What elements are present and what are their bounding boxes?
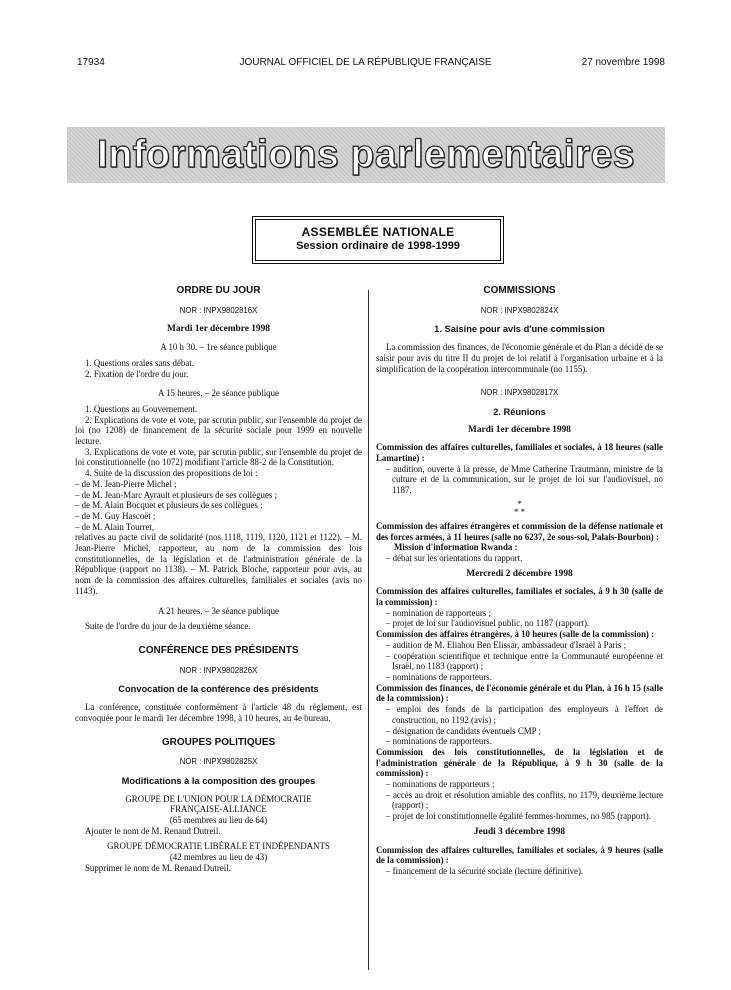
seance-2-heading: A 15 heures. – 2e séance publique — [157, 388, 279, 399]
agenda-item: – coopération scientifique et technique entre la Communauté européenne et Israël, no 1183 (rapport) ; — [386, 650, 663, 672]
group-name: GROUPE DÉMOCRATIE LIBÉRALE ET INDÉPENDANTS — [107, 841, 330, 852]
proposition-author: – de M. Alain Bocquet et plusieurs de ses collègues ; — [75, 500, 263, 511]
assembly-name: ASSEMBLÉE NATIONALE — [301, 225, 455, 239]
agenda-item: – débat sur les orientations du rapport. — [386, 552, 523, 563]
agenda-item: – nominations de rapporteurs ; — [386, 779, 495, 790]
assembly-session: Session ordinaire de 1998-1999 — [296, 240, 460, 252]
ordre-nor: NOR : INPX9802816X — [179, 305, 258, 315]
reunions-nor: NOR : INPX9802817X — [480, 388, 559, 398]
commissions-title: COMMISSIONS — [483, 285, 556, 296]
saisine-subtitle: 1. Saisine pour avis d'une commission — [434, 324, 605, 335]
agenda-item: – projet de loi constitutionnelle égalité femmes-hommes, no 985 (rapport). — [386, 811, 651, 822]
reunion-date: Mercredi 2 décembre 1998 — [466, 568, 573, 579]
agenda-item: – désignation de candidats éventuels CMP ; — [386, 725, 541, 736]
conference-title: CONFÉRENCE DES PRÉSIDENTS — [138, 644, 299, 656]
commission-heading: Commission des affaires culturelles, familiales et sociales, à 9 h 30 (salle de la commission) : — [376, 586, 663, 608]
group-count: (42 membres au lieu de 43) — [169, 852, 268, 863]
banner-title: Informations parlementaires — [97, 133, 635, 176]
group-action: Supprimer le nom de M. Renaud Dutreil. — [85, 862, 231, 873]
seance-3-text: Suite de l'ordre du jour de la deuxième séance. — [85, 621, 251, 632]
conference-nor: NOR : INPX9802826X — [179, 665, 258, 675]
proposition-author: – de M. Guy Hascoët ; — [75, 510, 156, 521]
seance-1-heading: A 10 h 30. – 1re séance publique — [160, 342, 277, 353]
groupes-subtitle: Modifications à la composition des groupes — [121, 775, 316, 786]
agenda-item: – emploi des fonds de la participation des employeurs à l'effort de construction, no 1192 (avis) ; — [386, 704, 663, 725]
mission-heading: Mission d'information Rwanda : — [394, 542, 518, 553]
groupes-title: GROUPES POLITIQUES — [161, 736, 276, 748]
reunions-subtitle: 2. Réunions — [493, 406, 546, 417]
right-column — [376, 286, 663, 877]
agenda-item: – nominations de rapporteurs. — [386, 736, 492, 747]
conference-text: La conférence, constituée conformément à l'article 48 du règlement, est convoquée pour le mardi 1er décembre 1998, à 10 heures, au 4e bureau. — [75, 702, 362, 723]
saisine-text: La commission des finances, de l'économie générale et du Plan a décidé de se saisir pour avis du titre II du projet de loi relatif à l'organisation urbaine et à la simplification de la coopération intercommunale (no 1155). — [376, 342, 663, 374]
agenda-item: – audition de M. Eliahou Ben Elissar, ambassadeur d'Israël à Paris ; — [386, 639, 627, 650]
reunion-date: Jeudi 3 décembre 1998 — [473, 826, 566, 837]
proposition-author: – de M. Jean-Pierre Michel ; — [75, 478, 177, 489]
commission-heading: Commission des lois constitutionnelles, de la législation et de l'administration générale de la République, à 9 h 30 (salle de la commission) : — [376, 746, 663, 779]
seance-1-item: 2. Fixation de l'ordre du jour. — [85, 368, 189, 379]
commission-heading: Commission des affaires étrangères et commission de la défense nationale et des forces armées, à 11 heures (salle no 6237, 2e sous-sol, Palais-Bourbon) : — [376, 520, 663, 542]
seance-2-item: 1. Questions au Gouvernement. — [85, 403, 198, 414]
proposition-author: – de M. Alain Tourret, — [75, 521, 155, 532]
journal-title: JOURNAL OFFICIEL DE LA RÉPUBLIQUE FRANÇAISE — [239, 57, 492, 68]
group-name: FRANÇAISE-ALLIANCE — [170, 804, 267, 815]
agenda-item: – financement de la sécurité sociale (lecture définitive). — [386, 865, 584, 876]
page-number: 17934 — [77, 57, 105, 68]
commission-heading: Commission des affaires culturelles, familiales et sociales, à 18 heures (salle Lamartine) : — [376, 442, 663, 464]
agenda-item: – nomination de rapporteurs ; — [386, 607, 491, 618]
seance-2-item: 3. Explications de vote et vote, par scrutin public, sur l'ensemble du projet de loi constitutionnelle (no 1072) modifiant l'article 88-2 de la Constitution. — [75, 446, 362, 468]
assembly-box — [255, 219, 501, 261]
proposition-author: – de M. Jean-Marc Ayrault et plusieurs de ses collègues ; — [75, 489, 278, 500]
separator-stars: * * * — [513, 498, 526, 517]
section-banner — [67, 127, 665, 183]
seance-2-item: 2. Explications de vote et vote, par scrutin public, sur l'ensemble du projet de loi (no 1208) de financement de la sécurité sociale pour 1999 en nouvelle lecture. — [75, 414, 362, 447]
group-action: Ajouter le nom de M. Renaud Dutreil. — [85, 825, 221, 836]
column-divider — [368, 290, 369, 970]
commission-heading: Commission des affaires culturelles, familiales et sociales, à 9 heures (salle de la commission) : — [376, 844, 663, 866]
running-header — [0, 57, 731, 71]
agenda-item: – accès au droit et résolution amiable des conflits, no 1179, deuxième lecture (rapport) ; — [386, 789, 663, 811]
reunion-date: Mardi 1er décembre 1998 — [467, 424, 571, 435]
group-name: GROUPE DE L'UNION POUR LA DÉMOCRATIE — [125, 793, 312, 804]
group-count: (65 membres au lieu de 64) — [169, 815, 268, 826]
issue-date: 27 novembre 1998 — [581, 57, 665, 68]
agenda-item: – projet de loi sur l'audiovisuel public, no 1187 (rapport). — [386, 618, 590, 629]
seance-3-heading: A 21 heures. – 3e séance publique — [157, 605, 279, 616]
propositions-detail: relatives au pacte civil de solidarité (nos 1118, 1119, 1120, 1121 et 1122). – M. Jean-Pierre Michel, rapporteur, au nom de la commission des lois constitutionnelles, de la législation et de l'administration générale de la République (rapport no 1138). – M. Patrick Bloche, rapporteur pour avis, au nom de la commission des affaires culturelles, familiales et sociales (avis no 1143). — [75, 532, 362, 596]
left-column — [75, 286, 362, 874]
commission-heading: Commission des finances, de l'économie générale et du Plan, à 16 h 15 (salle de la commission) : — [376, 682, 663, 704]
conference-subtitle: Convocation de la conférence des présidents — [118, 684, 319, 695]
ordre-title: ORDRE DU JOUR — [176, 285, 261, 296]
agenda-item: – audition, ouverte à la presse, de Mme Catherine Trautmann, ministre de la culture et de la communication, sur le projet de loi sur l'audiovisuel, no 1187. — [386, 463, 663, 496]
commissions-nor: NOR : INPX9802824X — [480, 305, 559, 315]
commission-heading: Commission des affaires étrangères, à 10 heures (salle de la commission) : — [376, 629, 655, 640]
seance-1-item: 1. Questions orales sans débat. — [85, 357, 194, 368]
agenda-item: – nominations de rapporteurs. — [386, 671, 492, 682]
ordre-date: Mardi 1er décembre 1998 — [166, 324, 270, 335]
groupes-nor: NOR : INPX9802825X — [179, 757, 258, 767]
seance-2-item: 4. Suite de la discussion des propositions de loi : — [85, 468, 258, 479]
